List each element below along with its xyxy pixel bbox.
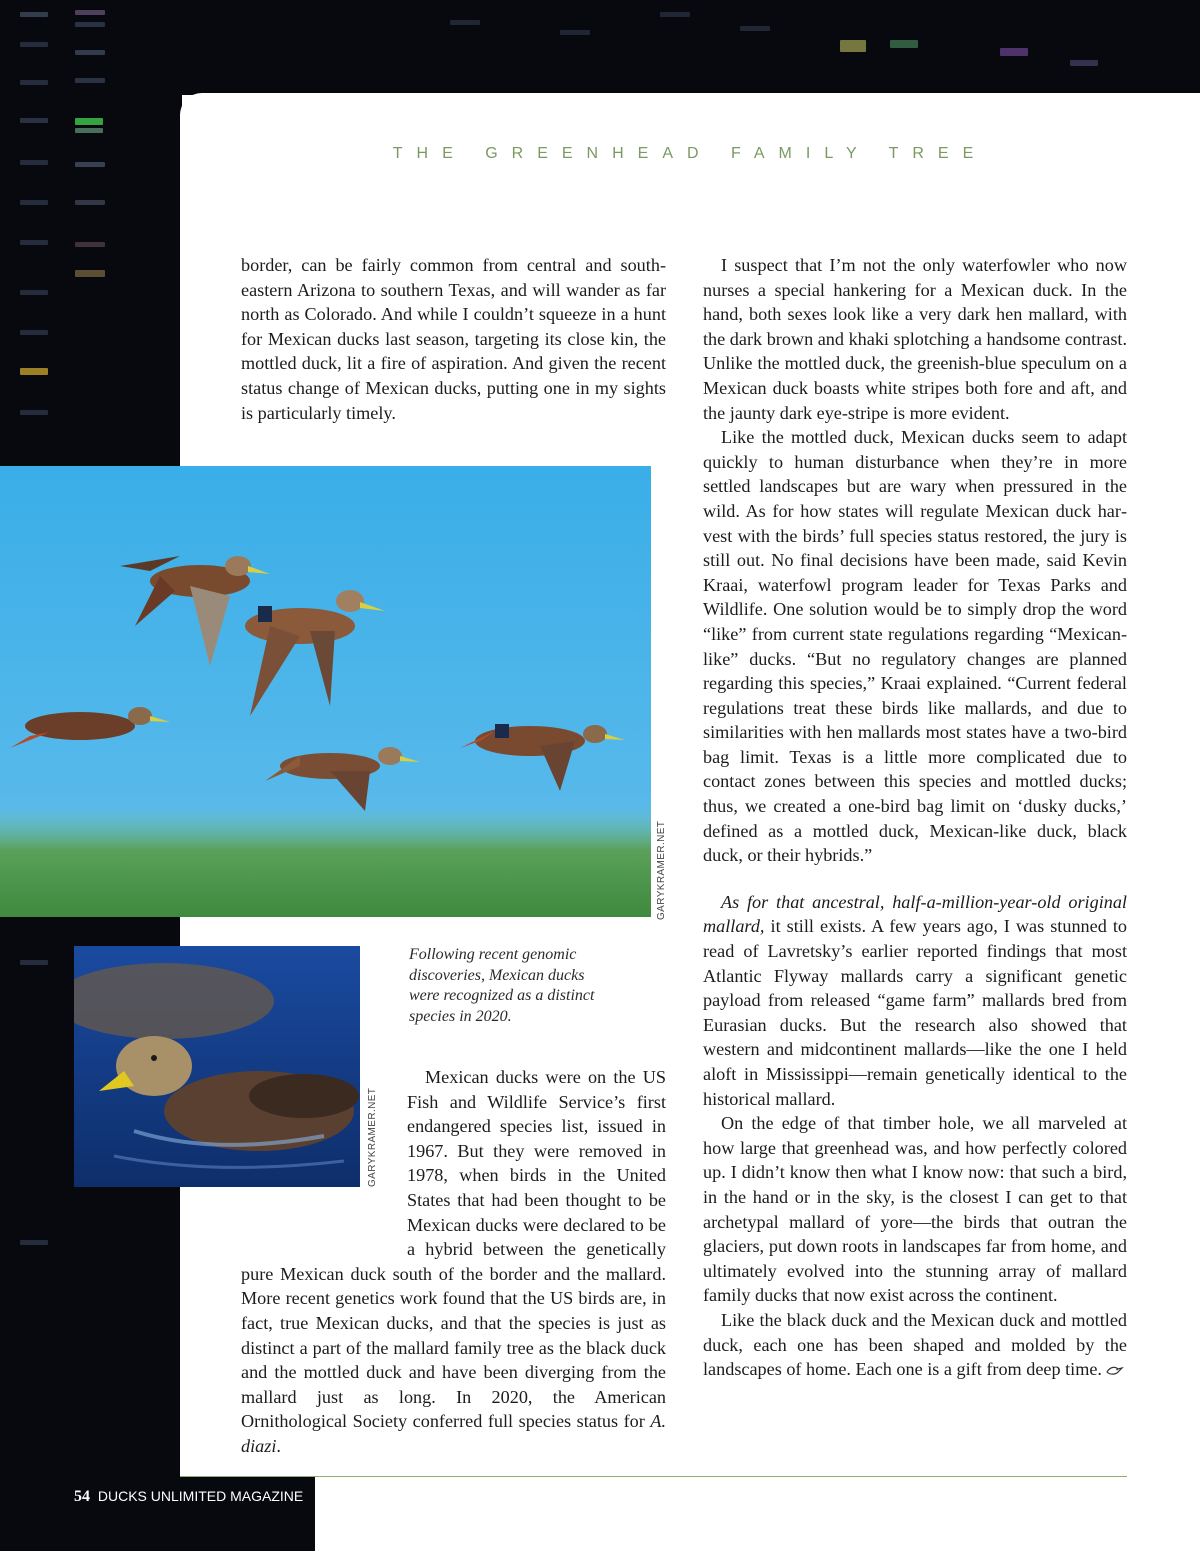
page-number: 54: [74, 1488, 90, 1505]
duck-end-mark-icon: [1106, 1364, 1124, 1376]
photo-credit: GARYKRAMER.NET: [656, 820, 667, 920]
paragraph-text: Mexican ducks were on the US Fish and Wildlife Service’s first endangered species list, issued in 1967. But they were removed in 1978, when birds in the United States that had been thought to be Mexican ducks were declared to be a hybrid between the genetically pure Mexican duck south of the border and the mallard. More recent genetics work found that the US birds are, in fact, true Mexican ducks, and that the species is just as distinct a part of the mallard family tree as the black duck and the mottled duck and have been diverging from the mallard just as long. In 2020, the American Ornithological Society conferred full species status for: [241, 1067, 666, 1432]
dark-gel-background-left: [0, 0, 182, 470]
paragraph: I suspect that I’m not the only waterfowler who now nurses a special hankering for a Mexican duck. In the hand, both sexes look like a very dark hen mallard, with the dark brown and khaki splotching a handsome contrast. Unlike the mottled duck, the greenish-blue speculum on a Mexican duck boasts white stripes both fore and aft, and the jaunty dark eye-stripe is more evident.: [703, 255, 1127, 423]
paragraph-end: .: [276, 1435, 281, 1456]
right-column: [703, 253, 1127, 1382]
paragraph: border, can be fairly common from central and southeastern Arizona to southern Texas, and will wander as far north as Colorado. And while I couldn’t squeeze in a hunt for Mexican ducks last season, targeting its close kin, the mottled duck, lit a fire of aspiration. And given the recent status change of Mexican ducks, putting one in my sights is particularly timely.: [241, 255, 666, 423]
left-column-top: [241, 253, 666, 425]
species-name: A. diazi: [241, 1411, 666, 1456]
paragraph: [703, 890, 1127, 1111]
footer-rule: [180, 1476, 1127, 1477]
inset-wrap-space: [241, 1065, 407, 1251]
section-gap: [703, 868, 1127, 890]
dark-gel-background-bottom: [0, 1475, 315, 1551]
folio: [74, 1488, 303, 1506]
paragraph: [703, 1308, 1127, 1382]
paragraph-text: it still exists. A few years ago, I was stunned to read of Lavretsky’s earlier reported findings that most Atlantic Flyway mallards carry a significant genetic payload from released “game farm” mallards bred from Eurasian ducks. But the research also showed that western and midcontinent mallards—like the one I held aloft in Mississippi—remain genetically identical to the historical mallard.: [703, 916, 1127, 1109]
paragraph-text: Like the black duck and the Mexican duck and mottled duck, each one has been shaped and molded by the landscapes of home. Each one is a gift from deep time.: [703, 1309, 1127, 1380]
italic-lead: As for that ancestral, half-a-million-year-old original mallard,: [703, 891, 1127, 937]
photo-credit: GARYKRAMER.NET: [367, 1087, 378, 1187]
flying-ducks-illustration: [0, 466, 651, 917]
photo-caption: Following recent genomic discoveries, Mexican ducks were recognized as a distinct species in 2020.: [409, 946, 595, 1025]
paragraph: On the edge of that timber hole, we all marveled at how large that greenhead was, and how perfectly colored up. I didn’t know then what I know now: that such a bird, in the hand or in the sky, is the closest I can get to that archetypal mallard of yore—the birds that outran the glaciers, put down roots in landscapes far from home, and ultimately evolved into the stunning array of mallard family ducks that now exist across the continent.: [703, 1113, 1127, 1306]
running-header: THE GREENHEAD FAMILY TREE: [392, 145, 988, 162]
left-column-bottom: [241, 1065, 666, 1459]
publication-name: DUCKS UNLIMITED MAGAZINE: [97, 1488, 304, 1504]
paragraph: Like the mottled duck, Mexican ducks seem to adapt quickly to human disturbance when they’re in more settled landscapes but are wary when pressured in the wild. As for how states will regulate Mexican duck harvest with the birds’ full species status restored, the jury is still out. No final decisions have been made, said Kevin Kraai, waterfowl program leader for Texas Parks and Wildlife. One solution would be to simply drop the word “like” from current state regulations regarding “Mexican-like” ducks. “But no regulatory changes are planned regarding this species,” Kraai explained. “Current federal regulations treat these birds like mallards, and due to similarities with hen mallards most states have a two-bird bag limit. Texas is a little more complicated due to contact zones between this species and mottled ducks; thus, we created a one-bird bag limit on ‘dusky ducks,’ defined as a mottled duck, Mexican-like duck, black duck, or their hybrids.”: [703, 427, 1127, 866]
flying-ducks-photo: [0, 466, 651, 917]
